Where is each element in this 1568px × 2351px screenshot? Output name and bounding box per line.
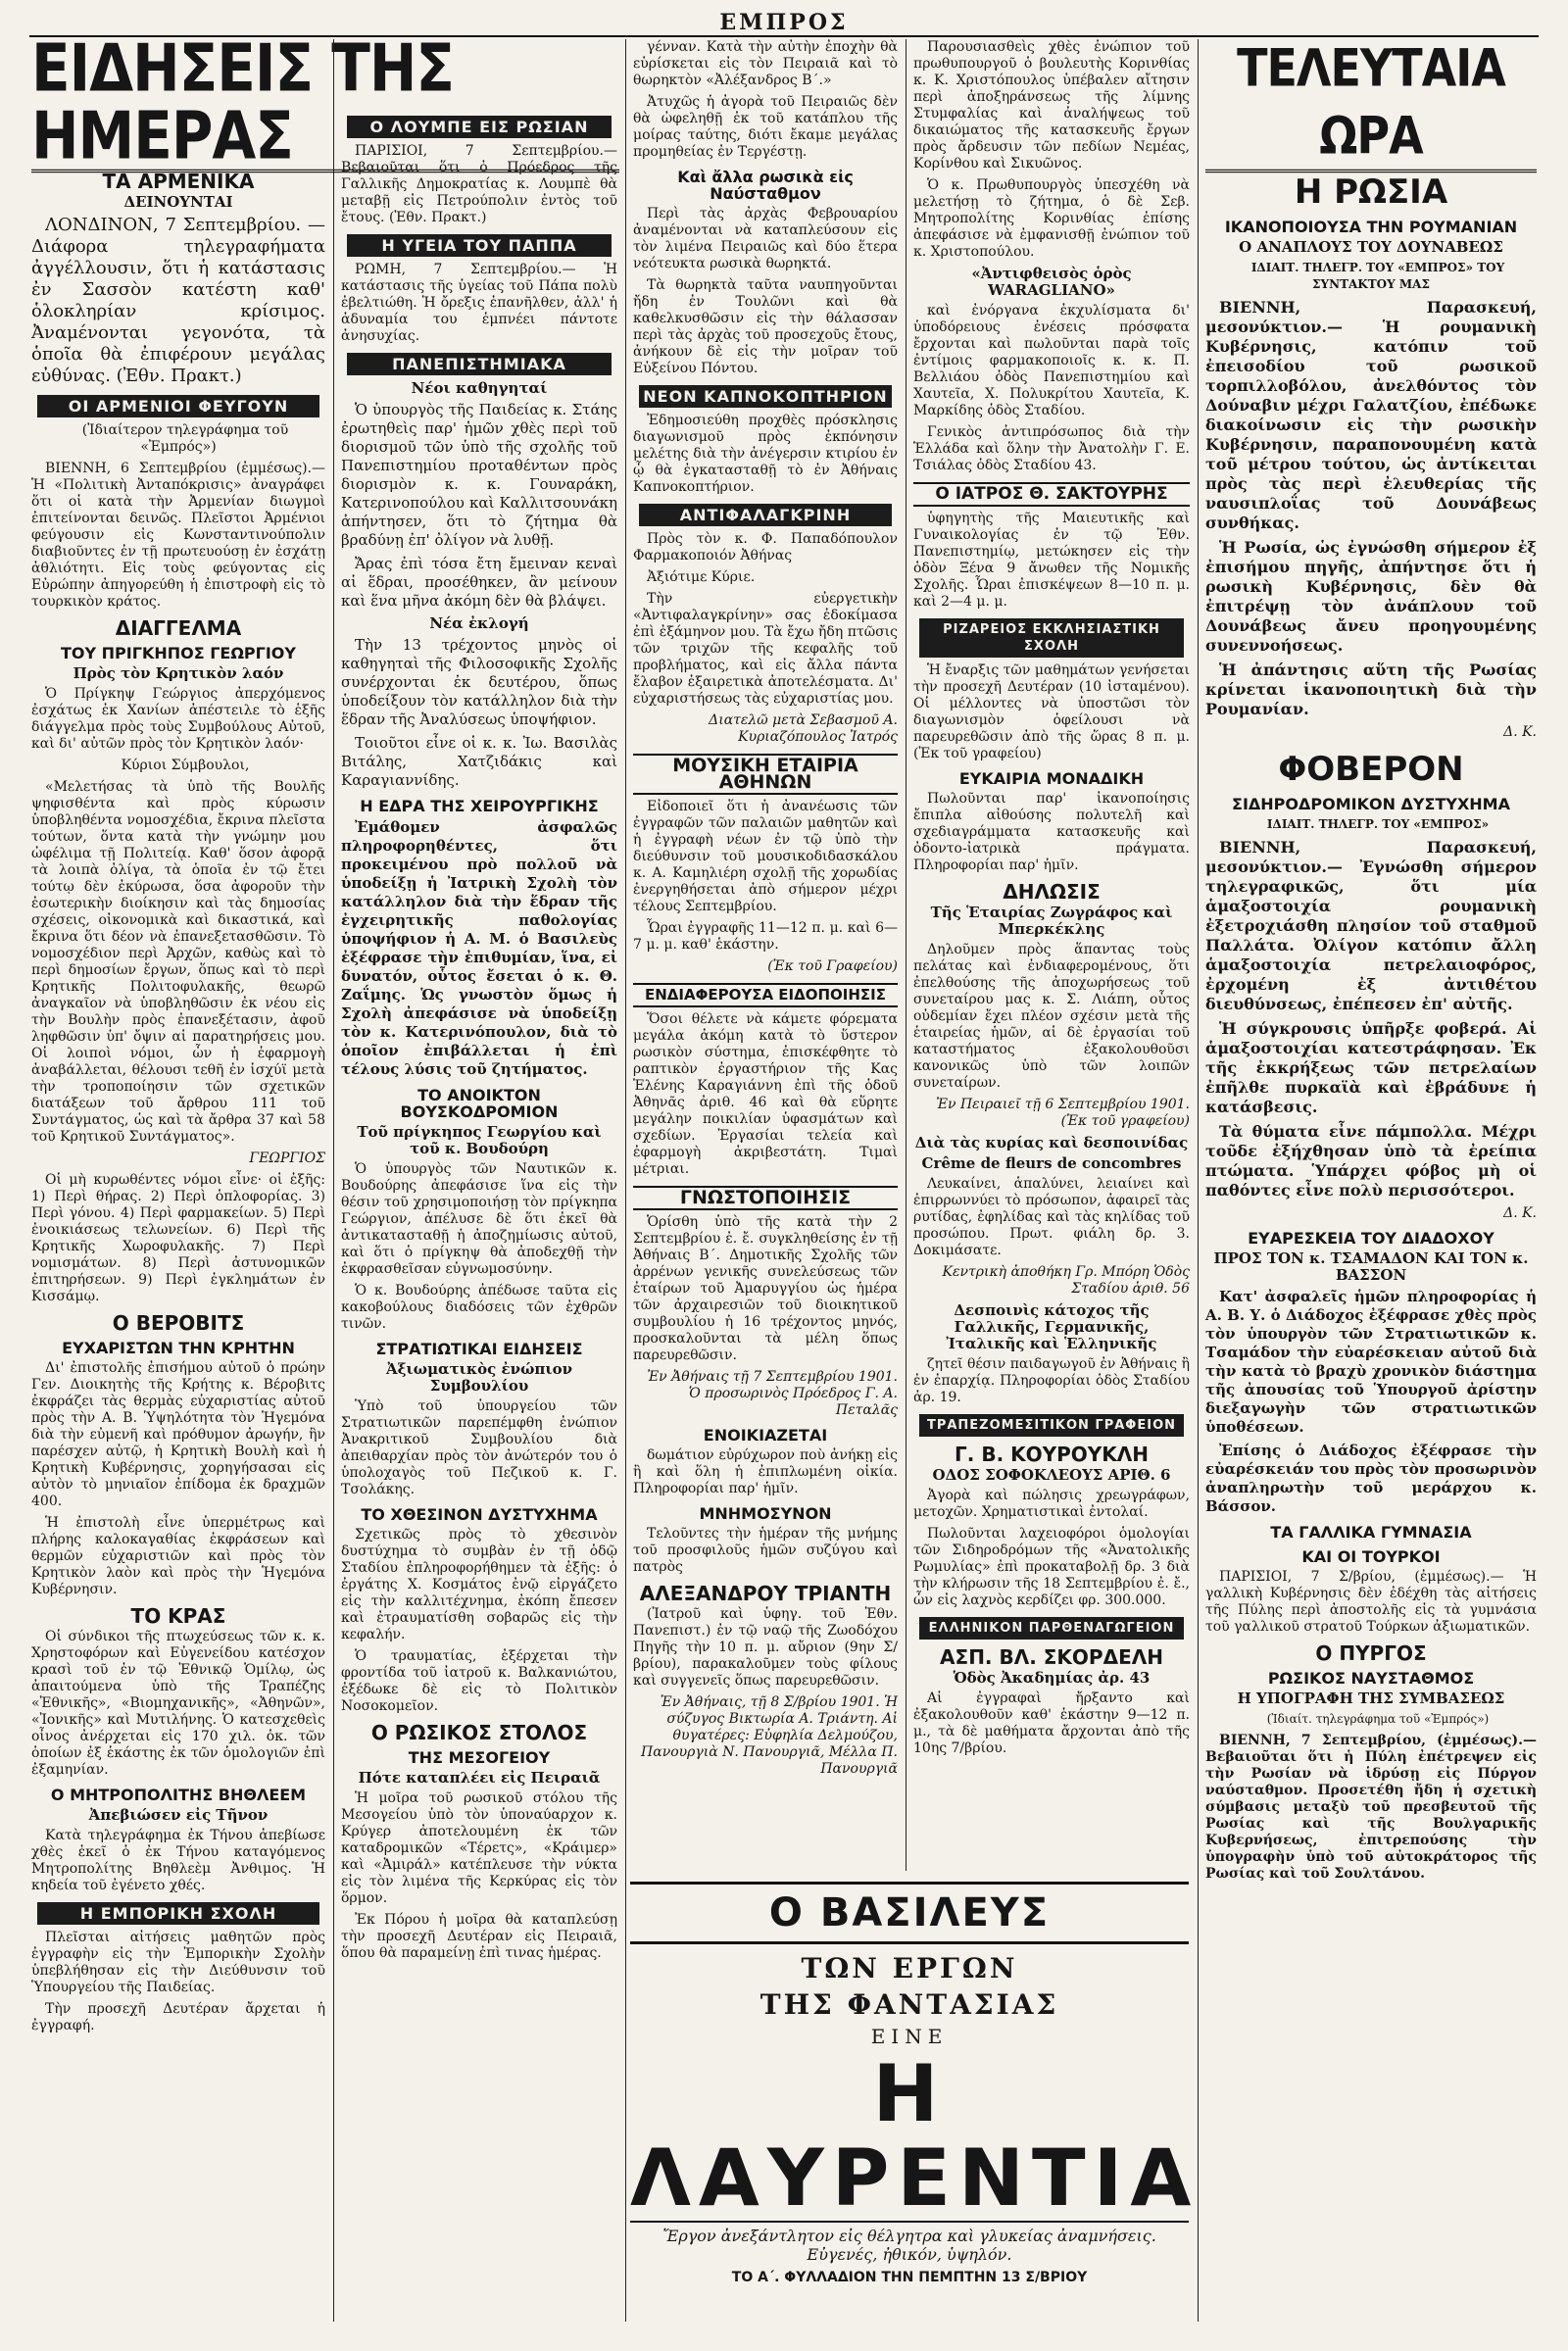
article-paragraph: Ὁ Πρίγκηψ Γεώργιος ἀπερχόμενος ἐσχάτως ἐκ Χανίων ἀπέστειλε τὸ ἑξῆς διάγγελμα πρὸς τοὺς Συμβούλους Αὐτοῦ, καὶ δι' αὐτῶν πρὸς τὸν Κρητικὸν λαόν· (31, 686, 325, 752)
subhead: Ο ΑΝΑΠΛΟΥΣ ΤΟΥ ΔΟΥΝΑΒΕΩΣ (1239, 238, 1503, 256)
article-paragraph: ΙΔΙΑΙΤ. ΤΗΛΕΓΡ. ΤΟΥ «ΕΜΠΡΟΣ» (1266, 817, 1490, 831)
article-paragraph: Ἡ σύγκρουσις ὑπῆρξε φοβερά. Αἱ ἁμαξοστοιχίαι κατεστράφησαν. Ἐκ τῆς ἐκκρήξεως τῶν πετρελαίων ἐπῆλθε πυρκαϊὰ καὶ ἐβράδυνε ἡ κατάσβεσις. (1205, 1019, 1537, 1116)
article-paragraph: Ὁ κ. Βουδούρης ἀπέδωσε ταῦτα εἰς κακοβούλους διαδόσεις τῶν ἐχθρῶν τινῶν. (341, 1283, 617, 1332)
ad-paragraph: Ἀγορὰ καὶ πώλησις χρεωγράφων, μετοχῶν. Χρηματιστικαὶ ἐντολαί. (913, 1488, 1190, 1520)
ad-paragraph: (Ἰατροῦ καὶ ὑφηγ. τοῦ Ἐθν. Πανεπιστ.) ἐν τῷ ναῷ τῆς Ζωοδόχου Πηγῆς τὴν 10 π. μ. αὔριον (9ην Σ/βρίου), παρακαλοῦμεν τοὺς φίλους καὶ συγγενεῖς ὅπως παρευρεθῶσιν. (633, 1606, 898, 1689)
article-paragraph: γένναν. Κατὰ τὴν αὐτὴν ἐποχὴν θὰ εὑρίσκεται εἰς τὸν Πειραιᾶ καὶ τὸ θωρηκτὸν «Ἀλέξανδρος Β΄.» (633, 39, 898, 88)
subhead: ΚΑΙ ΟΙ ΤΟΥΡΚΟΙ (1301, 1547, 1441, 1566)
subhead: ΡΩΣΙΚΟΣ ΝΑΥΣΤΑΘΜΟΣ (1267, 1669, 1475, 1688)
ad-notice: ΕΝΔΙΑΦΕΡΟΥΣΑ ΕΙΔΟΠΟΙΗΣΙΣ (633, 983, 898, 1007)
article-paragraph: ΒΙΕΝΝΗ, 7 Σεπτεμβρίου, (ἐμμέσως).— Βεβαιοῦται ὅτι ἡ Πύλη ἐπέτρεψεν εἰς τὴν Ρωσίαν νὰ ἱδρύσῃ εἰς Πύργον ναύσταθμον. Προσετέθη ἤδη ἡ σχετικὴ σύμβασις μεταξὺ τοῦ πρεσβευτοῦ τῆς Ρωσίας καὶ τῆς Βουλγαρικῆς Κυβερνήσεως, ἐπιτρεπούσης τὴν ὑπογραφὴν ὑπὸ τοῦ αὐτοκράτορος τῆς Ρωσίας καὶ τοῦ Σουλτάνου. (1205, 1733, 1537, 1882)
ad-declaration: ΔΗΛΩΣΙΣ (1003, 880, 1101, 904)
ad-antifalagrini: ΑΝΤΙΦΑΛΑΓΚΡΙΝΗ (639, 504, 892, 526)
ad-ladies: Διὰ τὰς κυρίας καὶ δεσποινίδας (914, 1134, 1189, 1151)
subhead: ΙΚΑΝΟΠΟΙΟΥΣΑ ΤΗΝ ΡΟΥΜΑΝΙΑΝ (1224, 218, 1518, 236)
ad-paragraph: Ὅσοι θέλετε νὰ κάμετε φόρεματα μεγάλα ἀκόμη κατὰ τὸ ὕστερον ρωσικὸν σύστημα, ἐπισκέφθητε τὸ ραπτικὸν ἐργαστήριον τῆς Κας Ἑλένης Καραγιάννη ἐπὶ τῆς ὁδοῦ Ἀθηνᾶς ἀριθ. 46 καὶ θὰ εὕρητε μεγάλην ποικιλίαν ὑφασμάτων καὶ σχεδίων. Ἐργασίαι τελεία καὶ ἐφαρμογὴ ἀκριβεστάτη. Τιμαὶ μέτριαι. (633, 1011, 898, 1177)
article-paragraph: Ὁ ὑπουργὸς τῆς Παιδείας κ. Στάης ἐρωτηθεὶς παρ' ἡμῶν χθὲς περὶ τοῦ διορισμοῦ τῶν ὑπὸ τῆς σχολῆς τοῦ Πανεπιστημίου προταθέντων πρὸς διορισμὸν κ. κ. Γουναράκη, Κατερινοπούλου καὶ Καλλιτσουνάκη ἀπήντησεν, ὅτι τὸ ζήτημα θὰ βραδύνῃ ἐπ' ὀλίγον νὰ λυθῇ. (341, 401, 617, 549)
article-paragraph: ΛΟΝΔΙΝΟΝ, 7 Σεπτεμβρίου. — Διάφορα τηλεγραφήματα ἀγγέλλουσιν, ὅτι ἡ κατάστασις ἐν Σασσὸν κατέστη καθ' ὁλοκληρίαν κρίσιμος. Ἀναμένονται γεγονότα, τὰ ὁποῖα θὰ ἐπιφέρουν μεγάλας εὐθύνας. (Ἐθν. Πρακτ.) (31, 215, 325, 386)
ad-paragraph: Πωλοῦνται λαχειοφόροι ὁμολογίαι τῶν Σιδηροδρόμων τῆς «Ἀνατολικῆς Ρωμυλίας» ἐπὶ προκαταβολῇ δρ. 3 διὰ τὴν κλήρωσιν τῆς 18 Σεπτεμβρίου ἐ. ἔ., ὧν εἰς λαχνὸς κερδίζει φρ. 300.000. (913, 1526, 1190, 1608)
article-paragraph: Ἐκ Πόρου ἡ μοῖρα θὰ καταπλεύσῃ τὴν προσεχῆ Δευτέραν εἰς Πειραιᾶ, ὅπου θὰ παραμείνῃ ἐπὶ τινας ἡμέρας. (341, 1912, 617, 1961)
article-paragraph: ΒΙΕΝΝΗ, Παρασκευή, μεσονύκτιον.— Ἐγνώσθη σήμερον τηλεγραφικῶς, ὅτι μία ἁμαξοστοιχία ρουμανικὴ ἐξετροχιάσθη πλησίον τοῦ σταθμοῦ Παλλάτα. Ὀλίγον κατόπιν ἄλλη ἁμαξοστοιχία πετρελαιοφόρος, ἐρχομένη ἐξ ἀντιθέτου διευθύνσεως, ἐπέπεσεν ἐπ' αὐτῆς. (1205, 838, 1537, 1013)
ad-paragraph: Λευκαίνει, ἁπαλύνει, λειαίνει καὶ ἐπιρρωννύει τὸ πρόσωπον, ἀφαιρεῖ τὰς ρυτίδας, ἐφηλίδας καὶ τὰς κηλίδας τοῦ προσώπου. Πρωτ. φιάλη δρ. 3. Δοκιμάσατε. (913, 1176, 1190, 1258)
ad-paragraph: Γενικὸς ἀντιπρόσωπος διὰ τὴν Ἑλλάδα καὶ ὅλην τὴν Ἀνατολὴν Γ. Ε. Τσιάλας ὁδὸς Σταδίου 43. (913, 424, 1190, 473)
ad-line: ΕΙΝΕ (870, 2025, 949, 2048)
ad-paragraph: Τελοῦντες τὴν ἡμέραν τῆς μνήμης τοῦ προσφιλοῦς ἡμῶν συζύγου καὶ πατρὸς (633, 1526, 898, 1575)
ad-paragraph: Ὧραι ἐγγραφῆς 11—12 π. μ. καὶ 6—7 μ. μ. καθ' ἑκάστην. (633, 920, 898, 953)
article-paragraph: «Μελετήσας τὰ ὑπὸ τῆς Βουλῆς ψηφισθέντα καὶ πρὸς κύρωσιν ὑποβληθέντα νομοσχέδια, ἔκρινα πλεῖστα τούτων, ὅντα κατὰ τὴν γνώμην μου ὠφέλιμα τῇ Πολιτείᾳ. Καθ' ὅσον ἀφορᾷ τὰ λοιπὰ ὀλίγα, τὰ ὁποῖα ἐν τῷ ἔτει τούτῳ δὲν ἐκύρωσα, ὅσα ἀφοροῦν τὴν ἐσωτερικὴν διοίκησιν καὶ τὰς δημοσίας σχέσεις, οἰκονομικὰ καὶ δικαστικά, καὶ ἔκρινα ὅτι δέον νὰ ἐπανεξετασθῶσιν. Τὸ νομοσχέδιον περὶ Ἀρχῶν, καθὼς καὶ τὸ περὶ δημοσίων ἔργων, ὅπως καὶ τὸ περὶ Κρητικῆς Πολιτοφυλακῆς, θεωρῶ ἀναγκαῖον νὰ ὑποβληθῶσιν ἐκ νέου εἰς τὴν Βουλὴν πρὸς ἐπανεξέτασιν, ἀφοῦ ληφθῶσιν ὑπ' ὄψιν αἱ παρατηρήσεις μου. Οἱ λοιποὶ νόμοι, ὧν ἡ ἐφαρμογὴ ἀναβάλλεται, θέλουσι τεθῆ ἐν ἰσχύϊ μετὰ τὴν τροποποίησιν τῶν σχετικῶν διατάξεων τοῦ ἄρθρου 111 τοῦ Συντάγματος, ὡς καὶ τὰ ἄρθρα 37 καὶ 58 τοῦ Κρητικοῦ Συντάγματος». (31, 779, 325, 1145)
article-paragraph: Ἐμάθομεν ἀσφαλῶς πληροφορηθέντες, ὅτι προκειμένου πρὸ πολλοῦ νὰ ὑποδείξῃ ἡ Ἰατρικὴ Σχολὴ τὸν κατάλληλον διὰ τὴν ἕδραν τῆς ἐγχειρητικῆς παθολογίας ὑποψήφιον ἡ Α. Μ. ὁ Βασιλεὺς ἐξέφρασε τὴν ἐπιθυμίαν, ἵνα, εἰ δυνατόν, οὗτος ἔσεται ὁ κ. Θ. Ζαΐμης. Ὡς γνωστὸν ὅμως ἡ Σχολὴ ἀπεφάσισε νὰ ὑποδείξῃ τὸν κ. Κατερινόπουλον, διὰ τὸ ὁποῖον ἐπιβάλλεται ἡ ἐπὶ τέλους λύσις τοῦ ζητήματος. (341, 818, 617, 1078)
signature: Ἐν Πειραιεῖ τῇ 6 Σεπτεμβρίου 1901. (Ἐκ τοῦ γραφείου) (936, 1097, 1190, 1129)
headline-pyrgos: Ο ΠΥΡΓΟΣ (1315, 1641, 1427, 1665)
ad-paragraph: Αἱ ἐγγραφαὶ ἤρξαντο καὶ ἐξακολουθοῦν καθ' ἑκάστην 9—12 π. μ., τὰ δὲ μαθήματα ἄρχονται ἀπὸ τῆς 10ης 7/βρίου. (913, 1690, 1190, 1756)
ad-paragraph: Εἰδοποιεῖ ὅτι ἡ ἀνανέωσις τῶν ἐγγραφῶν τῶν παλαιῶν μαθητῶν καὶ ἡ ἐγγραφὴ νέων ἐν τῷ ὑπὸ τὴν διεύθυνσιν τοῦ μουσικοδιδασκάλου κ. Α. Καμηλιέρη σχολῇ τῆς χορωδίας ἐνεργηθήσεται ἀπὸ σήμερον μέχρι τέλους Σεπτεμβρίου. (633, 799, 898, 914)
ad-paragraph: Πωλοῦνται παρ' ἱκανοποίησις ἔπιπλα αἰθούσης πολυτελῆ καὶ σχεδιαγράμματα κατασκευῆς καὶ ὀδοντο-ἰατρικὰ πράγματα. Πληροφορίαι παρ' ἡμῖν. (913, 791, 1190, 873)
headline-open-letter: ΤΟ ΑΝΟΙΚΤΟΝ ΒΟΥΣΚΟΔΡΟΜΙΟΝ (400, 1086, 559, 1121)
signature: Διατελῶ μετὰ Σεβασμοῦ Α. Κυριαζόπουλος Ἰατρός (709, 712, 898, 745)
ad-paragraph: ὑφηγητὴς τῆς Μαιευτικῆς καὶ Γυναικολογίας ἐν τῷ Ἐθν. Πανεπιστημίῳ, μετώκησεν εἰς τὴν ὁδὸν Ξένα 9 ἄνωθεν τῆς Νομικῆς Σχολῆς. Ὧραι ἐπισκέψεων 8—10 π. μ. καὶ 2—4 μ. μ. (913, 511, 1190, 610)
column-1 (31, 29, 454, 2322)
article-paragraph: Ἡ μοῖρα τοῦ ρωσικοῦ στόλου τῆς Μεσογείου ὑπὸ τὸν ὑποναύαρχον κ. Κρύγερ ἀποτελουμένη ἐκ τῶν καταδρομικῶν «Τέρετς», «Κράιμερ» καὶ «Ἀμιράλ» κατέπλευσε τὴν νύκτα εἰς τὸν λιμένα τῆς Κερκύρας εἰς τὸν ὅρμον. (341, 1790, 617, 1906)
article-paragraph: ΠΑΡΙΣΙΟΙ, 7 Σ/βρίου, (ἐμμέσως).— Ἡ γαλλικὴ Κυβέρνησις δὲν ἐδέχθη τὰς αἰτήσεις τῆς Πύλης περὶ ἀποστολῆς εἰς τὰ γυμνάσια τοῦ γαλλικοῦ στρατοῦ Τούρκων ἀξιωματικῶν. (1205, 1569, 1537, 1635)
subhead: Νέοι καθηγηταί (411, 379, 548, 397)
ad-release: ΤΟ Α΄. ΦΥΛΛΑΔΙΟΝ ΤΗΝ ΠΕΜΠΤΗΝ 13 Σ/ΒΡΙΟΥ (731, 2270, 1088, 2285)
column-4 (913, 39, 1190, 1871)
article-paragraph: Οἱ μὴ κυρωθέντες νόμοι εἶνε· οἱ ἑξῆς: 1) Περὶ θήρας. 2) Περὶ ὁπλοφορίας. 3) Περὶ γόνου. 4) Περὶ φαρμακείων. 5) Περὶ ἐνοικιάσεως τελωνείων. 6) Περὶ τῆς Κρητικῆς Χωροφυλακῆς. 7) Περὶ νομισμάτων. 8) Περὶ ἀστυνομικῶν ἐπιτηρήσεων. 9) Περὶ ἐγκλημάτων ἐν Κισσάμῳ. (31, 1172, 325, 1304)
headline-university: ΠΑΝΕΠΙΣΤΗΜΙΑΚΑ (347, 353, 612, 375)
article-paragraph: Παρουσιασθεὶς χθὲς ἐνώπιον τοῦ πρωθυπουργοῦ ὁ βουλευτὴς Κορινθίας κ. Κ. Χριστόπουλος ὑπέβαλεν αἴτησιν περὶ ἀποξηράνσεως τῆς λίμνης Στυμφαλίας καὶ ἀναλήψεως τοῦ δικαιώματος τῆς κατασκευῆς ἔργων πρὸς ἄρδευσιν τῶν πεδίων Νεμέας, Κορίνθου καὶ Σικυῶνος. (913, 39, 1190, 171)
ad-paragraph: Δηλοῦμεν πρὸς ἅπαντας τοὺς πελάτας καὶ ἐνδιαφερομένους, ὅτι ἐπελθούσης τῆς ἀποχωρήσεως τοῦ συνεταίρου μας κ. Σ. Λιάπη, οὗτος οὐδεμίαν ἔχει πλέον σχέσιν μετὰ τῆς ἑταιρείας ἡμῶν, αἱ δὲ ἐργασίαι τοῦ καταστήματος ἐξακολουθοῦσι κανονικῶς ὑπὸ τῶν λοιπῶν συνεταίρων. (913, 942, 1190, 1091)
ad-tagline: Ἔργον ἀνεξάντλητον εἰς θέλγητρα καὶ γλυκείας ἀναμνήσεις. Εὐγενές, ἠθικόν, ὑψηλόν. (630, 2221, 1189, 2264)
headline-to-kras: ΤΟ ΚΡΑΣ (130, 1604, 226, 1628)
article-paragraph: ΒΙΕΝΝΗ, 6 Σεπτεμβρίου (ἐμμέσως).— Ἡ «Πολιτικὴ Ἀνταπόκρισις» ἀναγράφει ὅτι οἱ κατὰ τὴν Ἀρμενίαν διωγμοὶ ἐπιτείνονται δεινῶς. Πλεῖστοι Ἀρμένιοι φεύγουσιν εἰς Κωνσταντινούπολιν διαβιοῦντες ἐν τῇ πρωτευούσῃ ἐν ἐσχάτῃ ἀθλιότητι. Εἰς τοὺς φεύγοντας εἰς Εὐρώπην ἀπηγορεύθη ἡ ἐπιστροφὴ εἰς τὸ τουρκικὸν κράτος. (31, 461, 325, 610)
lavrentia-advertisement (630, 1882, 1200, 2285)
ad-line: ΤΗΣ ΦΑΝΤΑΣΙΑΣ (760, 1988, 1059, 2021)
article-paragraph: Ἄρας ἐπὶ τόσα ἔτη ἔμειναν κεναὶ αἱ ἕδραι, προσέθηκεν, ἂν μείνουν καὶ ἕνα μῆνα ἀκόμη δὲν θὰ βλάψει. (341, 555, 617, 610)
article-paragraph: Σχετικῶς πρὸς τὸ χθεσινὸν δυστύχημα τὸ συμβὰν ἐν τῇ ὁδῷ Σταδίου ἐπληροφορήθημεν τὰ ἑξῆς: ὁ ἐργάτης Χ. Κοσμάτος ἐνῷ εἰργάζετο εἰς τὴν καλλιτέχνημα, ἐκόπη ἔπεσεν καὶ ἐτραυματίσθη σοβαρῶς εἰς τὴν κεφαλήν. (341, 1527, 617, 1642)
subhead: Crême de fleurs de concombres (921, 1154, 1182, 1172)
headline-diaggelma: ΔΙΑΓΓΕΛΜΑ (115, 616, 242, 640)
subhead: Πότε καταπλέει εἰς Πειραιᾶ (358, 1769, 601, 1787)
ad-school-address: Ὁδὸς Ἀκαδημίας ἀρ. 43 (953, 1669, 1151, 1687)
ad-unique-chance: ΕΥΚΑΙΡΙΑ ΜΟΝΑΔΙΚΗ (958, 769, 1145, 788)
headline-loubet: Ο ΛΟΥΜΠΕ ΕΙΣ ΡΩΣΙΑΝ (347, 116, 612, 138)
newspaper-name: ΕΜΠΡΟΣ (719, 10, 849, 35)
headline-armenians-flee: ΟΙ ΑΡΜΕΝΙΟΙ ΦΕΥΓΟΥΝ (37, 395, 319, 417)
signature: Δ. Κ. (1503, 724, 1537, 740)
article-paragraph: (Ἰδιαίτ. τηλεγράφημα τοῦ «Ἐμπρός») (1266, 1712, 1490, 1726)
signature: Ἐν Ἀθήναις τῇ 7 Σεπτεμβρίου 1901. Ὁ προσωρινὸς Πρόεδρος Γ. Α. Πεταλᾶς (647, 1369, 898, 1418)
ad-line: Ο ΒΑΣΙΛΕΥΣ (630, 1882, 1189, 1944)
ad-paragraph: Ὁρίσθη ὑπὸ τῆς κατὰ τὴν 2 Σεπτεμβρίου ἐ. ἔ. συγκληθείσης ἐν τῇ Ἀθήναις Β΄. Δημοτικῆς Σχολῆς τῶν ἀρρένων γενικῆς συνελεύσεως τῶν ἐταίρων τοῦ Ἀμαρυγγίου ὡς ἡμέρα τῶν ἀρχαιρεσιῶν τοῦ διοικητικοῦ συμβουλίου ἡ 16 τρέχοντος μηνός, προσκαλοῦνται τὰ μέλη ὅπως παρευρεθῶσιν. (633, 1214, 898, 1363)
headline-crown-prince: ΕΥΑΡΕΣΚΕΙΑ ΤΟΥ ΔΙΑΔΟΧΟΥ (1248, 1229, 1494, 1248)
column-rule (1198, 39, 1199, 2322)
article-paragraph: Κύριοι Σύμβουλοι, (121, 758, 250, 773)
headline-surgery-chair: Η ΕΔΡΑ ΤΗΣ ΧΕΙΡΟΥΡΓΙΚΗΣ (360, 797, 599, 815)
ad-announcement: ΓΝΩΣΤΟΠΟΙΗΣΙΣ (633, 1186, 898, 1210)
article-paragraph: Κατὰ τηλεγράφημα ἐκ Τήνου ἀπεβίωσε χθὲς ἐκεῖ ὁ ἐκ Τήνου καταγόμενος Μητροπολίτης Βηθλεὲμ Ἀνθιμος. Ἡ κηδεία τοῦ ἐγένετο χθές. (31, 1828, 325, 1893)
article-paragraph: Τὴν προσεχῆ Δευτέραν ἄρχεται ἡ ἐγγραφή. (31, 2001, 325, 2033)
article-paragraph: Πλεῖσται αἰτήσεις μαθητῶν πρὸς ἐγγραφὴν εἰς τὴν Ἐμπορικὴν Σχολὴν ὑπεβλήθησαν εἰς τὴν Διεύθυνσιν τοῦ Ὑπουργείου τῆς Παιδείας. (31, 1930, 325, 1995)
headline-accident: ΤΟ ΧΘΕΣΙΝΟΝ ΔΥΣΤΥΧΗΜΑ (361, 1505, 598, 1524)
signature: Ἐν Ἀθήναις, τῇ 8 Σ/βρίου 1901. Ἡ σύζυγος Βικτωρία Α. Τριάντη. Αἱ θυγατέρες: Εὐφηλία Δελμούζου, Πανουργιὰ Ν. Πανουργιᾶ, Μέλλα Π. Πανουργιᾶ (641, 1694, 898, 1777)
article-paragraph: Ἡ Ρωσία, ὡς ἐγνώσθη σήμερον ἐξ ἐπισήμου πηγῆς, ἀπήντησε ὅτι ἡ ρωσικὴ Κυβέρνησις, δὲν θὰ ἐπιτρέψῃ τὸν ἀνάπλουν τοῦ Δουνάβεως ἄνευ προηγουμένης συνεννοήσεως. (1205, 538, 1537, 655)
ad-paragraph: Τὴν εὐεργετικὴν «Ἀντιφαλαγκρίνην» σας ἐδοκίμασα ἐπὶ ἐξάμηνον μου. Τὰ ἔχω ἤδη πτῶσις τῶν τριχῶν τῆς κεφαλῆς τοῦ προβλήματος, καὶ εἰς ἄλλα πάντα ἔλαβον ἐξαιρετικὰ ἀποτελέσματα. Δι' εὐχαριστήσεως τὰς εὐχαριστίας μου. (633, 591, 898, 707)
headline-terrible: ΦΟΒΕΡΟΝ (1278, 750, 1464, 789)
ad-bank-name: Γ. Β. ΚΟΥΡΟΥΚΛΗ (955, 1443, 1149, 1466)
ad-girls-school: ΕΛΛΗΝΙΚΟΝ ΠΑΡΘΕΝΑΓΩΓΕΙΟΝ (919, 1617, 1184, 1640)
ad-title: Η ΛΑΥΡΕΝΤΙΑ (630, 2048, 1200, 2224)
headline-pope-health: Η ΥΓΕΙΑ ΤΟΥ ΠΑΠΠΑ (347, 234, 612, 257)
ad-warigliano: «Ἀντιφθεισὸς ὁρὸς WARAGLIANO» (971, 265, 1132, 299)
ad-music-society: ΜΟΥΣΙΚΗ ΕΤΑΙΡΙΑ ΑΘΗΝΩΝ (633, 754, 898, 795)
article-paragraph: Οἱ σύνδικοι τῆς πτωχεύσεως τῶν κ. κ. Χρηστοφόρων καὶ Εὐγενείδου κατέσχον κρασὶ τοῦ ἐν τῷ Ἐθνικῷ Ὁμίλῳ, ὡς ἀπαιτούμενα ὑπὸ τῆς Τραπέζης «Ἐθνικῆς», «Βιομηχανικῆς», «Ἀθηνῶν», «Ἰονικῆς» καὶ Μυτιλήνης. Ὁ κατεσχεθεὶς οἶνος ἀνέρχεται εἰς 170 χιλ. ὀκ. τῶν ὁποίων ἐξ ἑκάστης ἐκ τῶν ὁμολογιῶν ἐπὶ ἐξαμηνίαν. (31, 1629, 325, 1778)
column-rule (333, 39, 334, 2322)
subhead: Τῆς Ἑταιρίας Ζωγράφος καὶ Μπερκέκλης (930, 904, 1173, 938)
article-paragraph: Τὰ θωρηκτὰ ταῦτα ναυπηγοῦνται ἤδη ἐν Τουλῶνι καὶ θὰ καθελκυσθῶσιν εἰς τὴν θάλασσαν περὶ τὰς ἀρχὰς τοῦ προσεχοῦς ἔτους, ἀνήκουν δὲ εἰς τὴν μοῖραν τοῦ Εὐξείνου Πόντου. (633, 277, 898, 376)
signature: ΓΕΩΡΓΙΟΣ (249, 1151, 325, 1166)
subhead: ΣΙΔΗΡΟΔΡΟΜΙΚΟΝ ΔΥΣΤΥΧΗΜΑ (1232, 795, 1510, 813)
column-5 (1205, 39, 1537, 2322)
article-paragraph: Ἡ ἀπάντησις αὕτη τῆς Ρωσίας κρίνεται ἱκανοποιητικὴ διὰ τὴν Ρουμανίαν. (1205, 661, 1537, 718)
column-2 (341, 108, 617, 2322)
subhead: Η ΥΠΟΓΡΑΦΗ ΤΗΣ ΣΥΜΒΑΣΕΩΣ (1237, 1690, 1505, 1707)
section-banner-last-hour: ΤΕΛΕΥΤΑΙΑ ΩΡΑ (1205, 34, 1537, 172)
headline-armenika: ΤΑ ΑΡΜΕΝΙΚΑ (102, 170, 255, 193)
signature: (Ἐκ τοῦ Γραφείου) (767, 958, 898, 974)
subhead: Ἀξιωματικὸς ἐνώπιον Συμβουλίου (386, 1360, 572, 1395)
article-paragraph: Ὑπὸ τοῦ ὑπουργείου τῶν Στρατιωτικῶν παρεπέμφθη ἐνώπιον Ἀνακριτικοῦ Συμβουλίου διὰ ἀπειθαρχίαν πρὸς τὸν ἀνώτερόν του ὁ ὑπολοχαγὸς τοῦ Πεζικοῦ κ. Γ. Τσολάκης. (341, 1398, 617, 1497)
article-paragraph: ΠΑΡΙΣΙΟΙ, 7 Σεπτεμβρίου.— Βεβαιοῦται ὅτι ὁ Πρόεδρος τῆς Γαλλικῆς Δημοκρατίας κ. Λουμπὲ θὰ μεταβῇ εἰς Πετρούπολιν ἐντὸς τοῦ ἔτους. (Ἐθν. Πρακτ.) (341, 143, 617, 225)
article-paragraph: Τὴν 13 τρέχοντος μηνὸς οἱ καθηγηταὶ τῆς Φιλοσοφικῆς Σχολῆς συνέρχονται ἐκ δευτέρου, ὅπως ὑποδείξουν τὸν κατάλληλον διὰ τὴν ἕδραν τῆς Ἀναλύσεως ὑποψήφιον. (341, 636, 617, 728)
article-paragraph: Κατ' ἀσφαλεῖς ἡμῶν πληροφορίας ἡ Α. Β. Υ. ὁ Διάδοχος ἐξέφρασε χθὲς πρὸς τὸν ὑπουργὸν τῶν Στρατιωτικῶν κ. Τσαμάδον τὴν εὐαρέσκειαν αὐτοῦ διὰ τὴν κατὰ τὸ βραχὺ χρονικὸν διάστημα τῆς ἀπουσίας τοῦ Ὑπουργοῦ ἀρίστην διεξαγωγὴν τῶν στρατιωτικῶν ὑποθέσεων. (1205, 1288, 1537, 1436)
subhead: Πρὸς τὸν Κρητικὸν λαόν (73, 664, 284, 682)
headline-russia: Η ΡΩΣΙΑ (1294, 172, 1448, 212)
subhead: ΤΗΣ ΜΕΣΟΓΕΙΟΥ (408, 1748, 551, 1767)
ad-doctor: Ο ΙΑΤΡΟΣ Θ. ΣΑΚΤΟΥΡΗΣ (913, 482, 1190, 507)
article-paragraph: Ὁ ὑπουργὸς τῶν Ναυτικῶν κ. Βουδούρης ἀπεφάσισε ἵνα εἰς τὴν θέσιν τοῦ χρησιμοποιήσῃ τὸν πρίγκηπα Γεώργιον, ἀπέλυσε δὲ ὅτι ἐκεῖ θὰ ἀντικατασταθῇ ἡ ἀποζημίωσις αὐτοῦ, καὶ ὅτι ὁ πρίγκηψ θὰ ἀποδεχθῇ τὴν ἐκφρασθεῖσαν εὐγνωμοσύνην. (341, 1161, 617, 1277)
article-paragraph: ΒΙΕΝΝΗ, Παρασκευή, μεσονύκτιον.— Ἡ ρουμανικὴ Κυβέρνησις, κατόπιν τοῦ ἐπεισοδίου τοῦ ρωσικοῦ τορπιλλοβόλου, ἀνελθόντος τὸν Δούναβιν μέχρι Γαλατζίου, ἐπέδωκε διακοίνωσιν εἰς τὴν ρωσικὴν Κυβέρνησιν, παραπονουμένη κατὰ τοῦ μέτρου τούτου, ὡς ἀντίκειται πρὸς τὰς περὶ ἐλευθερίας τῆς ναυσιπλοΐας τοῦ Δουνάβεως συνθήκας. (1205, 298, 1537, 532)
subhead: ΔΕΙΝΟΥΝΤΑΙ (123, 193, 233, 211)
ad-paragraph: Πρὸς τὸν κ. Φ. Παπαδόπουλον Φαρμακοποιόν Ἀθήνας (633, 531, 898, 563)
ad-bank-address: ΟΔΟΣ ΣΟΦΟΚΛΕΟΥΣ ΑΡΙΘ. 6 (932, 1466, 1171, 1484)
subhead: Τοῦ πρίγκηπος Γεωργίου καὶ τοῦ κ. Βουδούρη (357, 1123, 602, 1157)
article-paragraph: Ἡ ἐπιστολὴ εἶνε ὑπερμέτρως καὶ πλήρης καλοκαγαθίας ἐκφράσεων καὶ θερμῶν εὐχαριστιῶν καὶ πρὸς τὸν Κρητικὸν λαὸν καὶ πρὸς τὴν Ἡγεμόνα Κυβέρνησιν. (31, 1515, 325, 1597)
subhead: ΕΥΧΑΡΙΣΤΩΝ ΤΗΝ ΚΡΗΤΗΝ (62, 1339, 295, 1357)
article-paragraph: Τοιοῦτοι εἶνε οἱ κ. κ. Ἰω. Βασιλὰς Βιτάλης, Χατζιδάκις καὶ Καραγιαννίδης. (341, 734, 617, 789)
headline-french-exercises: ΤΑ ΓΑΛΛΙΚΑ ΓΥΜΝΑΣΙΑ (1270, 1523, 1472, 1542)
subhead: ΠΡΟΣ ΤΟΝ κ. ΤΣΑΜΑΔΟΝ ΚΑΙ ΤΟΝ κ. ΒΑΣΣΟΝ (1213, 1249, 1529, 1284)
signature: Κεντρικὴ ἀποθήκη Γρ. Μπόρη Ὁδὸς Σταδίου ἀριθ. 56 (942, 1264, 1190, 1297)
article-paragraph: Ἐδημοσιεύθη προχθὲς πρόσκλησις διαγωνισμοῦ πρὸς ἐκπόνησιν μελέτης διὰ τὴν ἀνέγερσιν κτιρίου ἐν ᾧ θὰ ἐγκατασταθῇ τὸ ἐν Ἀθήναις Καπνοκοπτήριον. (633, 413, 898, 495)
ad-paragraph: ζητεῖ θέσιν παιδαγωγοῦ ἐν Ἀθήναις ἢ ἐν ἐπαρχίᾳ. Πληροφορίαι ὁδὸς Σταδίου ἀρ. 19. (913, 1356, 1190, 1405)
ad-paragraph: δωμάτιον εὐρύχωρον ποὺ ἀνήκῃ εἰς ἢ καὶ ὅλη ἡ ἐπιπλωμένη οἰκία. Πληροφορίαι παρ' ἡμῖν. (633, 1447, 898, 1496)
article-paragraph: Δι' ἐπιστολῆς ἐπισήμου αὐτοῦ ὁ πρώην Γεν. Διοικητὴς τῆς Κρήτης κ. Βέροβιτς ἐκφράζει τὰς θερμὰς εὐχαριστίας αὐτοῦ πρὸς τὴν Α. Β. Ὑψηλότητα τὸν Ἡγεμόνα διὰ τὴν εὐμενῆ καὶ πρόθυμον ἀρωγήν, ἣν παρέσχεν αὐτῷ, ἡ Κρητικὴ Βουλὴ καὶ ἡ Κρητικὴ Κυβέρνησις, χορηγήσασαι εἰς αὐτὸν τὸ μηνιαῖον ἐπίδομα ἐκ δραχμῶν 400. (31, 1360, 325, 1509)
signature: Δ. Κ. (1503, 1205, 1537, 1221)
headline-tobacco-factory: ΝΕΟΝ ΚΑΠΝΟΚΟΠΤΗΡΙΟΝ (639, 385, 892, 408)
ad-rizarios-school: ΡΙΖΑΡΕΙΟΣ ΕΚΚΛΗΣΙΑΣΤΙΚΗ ΣΧΟΛΗ (919, 618, 1184, 658)
ad-paragraph: Ἀξιότιμε Κύριε. (647, 569, 756, 585)
article-paragraph: Ἐπίσης ὁ Διάδοχος ἐξέφρασε τὴν εὐαρέσκειάν του πρὸς τὸν προσωρινὸν ἀναπληρωτὴν τοῦ μεράρχου κ. Βάσσον. (1205, 1442, 1537, 1515)
ad-memorial: ΜΝΗΜΟΣΥΝΟΝ (699, 1504, 832, 1523)
ad-paragraph: καὶ ἐνόργανα ἐκχυλίσματα δι' ὑποδόρειους ἐνέσεις πρόσφατα ἔρχονται καὶ πωλοῦνται παρὰ τοῖς ἐντίμοις φαρμακοποιοῖς κ. κ. Π. Βελλιάου ὁδὸς Πανεπιστημίου καὶ Χαυτεῖα, Χ. Πολυκρίτου Χαυτεῖα, Κ. Μαρκίδης ὁδὸς Σταδίου. (913, 303, 1190, 418)
article-paragraph: Ἀτυχῶς ἡ ἀγορὰ τοῦ Πειραιῶς δὲν θὰ ὠφεληθῇ ἐκ τοῦ κατάπλου τῆς μοίρας ταύτης, διότι ἔκαμε μεγάλας προμηθείας ἐν Τεργέστῃ. (633, 94, 898, 160)
article-paragraph: Ὁ τραυματίας, ἐξέρχεται τὴν φροντίδα τοῦ ἰατροῦ κ. Βαλκανιώτου, ἐξέδωκε δὲ εἰς τὸ Πολιτικὸν Νοσοκομεῖον. (341, 1648, 617, 1714)
headline-commercial-school: Η ΕΜΠΟΡΙΚΗ ΣΧΟΛΗ (37, 1902, 319, 1925)
article-paragraph: Τὰ θύματα εἶνε πάμπολλα. Μέχρι τοῦδε ἐξήχθησαν ὑπὸ τὰ ἐρείπια πτώματα. Ὑπάρχει φόβος μὴ οἱ παθόντες εἶνε πολὺ περισσότεροι. (1205, 1122, 1537, 1200)
headline-more-russian: Καὶ ἄλλα ρωσικὰ εἰς Ναύσταθμον (677, 168, 854, 203)
section-banner-news: ΕΙΔΗΣΕΙΣ ΤΗΣ ΗΜΕΡΑΣ (31, 34, 619, 172)
memorial-name: ΑΛΕΞΑΝΔΡΟΥ ΤΡΙΑΝΤΗ (639, 1582, 892, 1605)
column-rule (625, 39, 626, 2322)
ad-for-rent: ΕΝΟΙΚΙΑΖΕΤΑΙ (703, 1426, 828, 1445)
subhead: Νέα ἐκλογή (429, 614, 529, 632)
article-paragraph: Ὁ κ. Πρωθυπουργὸς ὑπεσχέθη νὰ μελετήσῃ τὸ ζήτημα, ὁ δὲ Σεβ. Μητροπολίτης Κορινθίας ἐπίσης ἀπεφάσισε νὰ ἐμφανισθῇ ἐνώπιον τοῦ κ. Χριστοπούλου. (913, 177, 1190, 260)
subhead: Ἀπεβιώσεν εἰς Τῆνον (88, 1806, 269, 1824)
subhead: ΤΟΥ ΠΡΙΓΚΗΠΟΣ ΓΕΩΡΓΙΟΥ (60, 644, 296, 662)
headline-metropolitan: Ο ΜΗΤΡΟΠΟΛΙΤΗΣ ΒΗΘΛΕΕΜ (50, 1786, 307, 1804)
headline-military-news: ΣΤΡΑΤΙΩΤΙΚΑΙ ΕΙΔΗΣΕΙΣ (375, 1340, 583, 1358)
ad-paragraph: Ἡ ἔναρξις τῶν μαθημάτων γενήσεται τὴν προσεχῆ Δευτέραν (10 ἰσταμένου). Οἱ μέλλοντες νὰ ὑποστῶσι τὸν διαγωνισμὸν ὁφείλουσι νὰ παρευρεθῶσιν ἀπὸ τῆς ὥρας 8 π. μ. (Ἐκ τοῦ γραφείου) (913, 662, 1190, 761)
headline-verovits: Ο ΒΕΡΟΒΙΤΣ (112, 1311, 245, 1335)
article-paragraph: (Ἰδιαίτερον τηλεγράφημα τοῦ «Ἐμπρός») (81, 422, 289, 455)
ad-school-name: ΑΣΠ. ΒΛ. ΣΚΟΡΔΕΛΗ (940, 1645, 1163, 1669)
column-3 (633, 39, 898, 1871)
ad-line: ΤΩΝ ΕΡΓΩΝ (801, 1952, 1018, 1984)
article-paragraph: Περὶ τὰς ἀρχὰς Φεβρουαρίου ἀναμένονται νὰ καταπλεύσουν εἰς τὸν λιμένα Πειραιῶς καὶ δύο ἕτερα νεότευκτα ρωσικὰ θωρηκτά. (633, 206, 898, 271)
ad-bank-office: ΤΡΑΠΕΖΟΜΕΣΙΤΙΚΟΝ ΓΡΑΦΕΙΟΝ (919, 1414, 1184, 1437)
article-paragraph: ΙΔΙΑΙΤ. ΤΗΛΕΓΡ. ΤΟΥ «ΕΜΠΡΟΣ» ΤΟΥ ΣΥΝΤΑΚΤΟΥ ΜΑΣ (1250, 261, 1505, 291)
article-paragraph: ΡΩΜΗ, 7 Σεπτεμβρίου.— Ἡ κατάστασις τῆς ὑγείας τοῦ Πάπα πολὺ ἐβελτιώθη. Ἡ ὄρεξις ἐπανῆλθεν, ἀλλ' ἡ ἀδυναμία του ἐμπνέει πάντοτε ἀνησυχίας. (341, 262, 617, 344)
headline-russian-fleet: Ο ΡΩΣΙΚΟΣ ΣΤΟΛΟΣ (370, 1721, 588, 1744)
ad-governess: Δεσποινὶς κάτοχος τῆς Γαλλικῆς, Γερμανικῆς, Ἰταλικῆς καὶ Ἑλληνικῆς (946, 1301, 1157, 1352)
